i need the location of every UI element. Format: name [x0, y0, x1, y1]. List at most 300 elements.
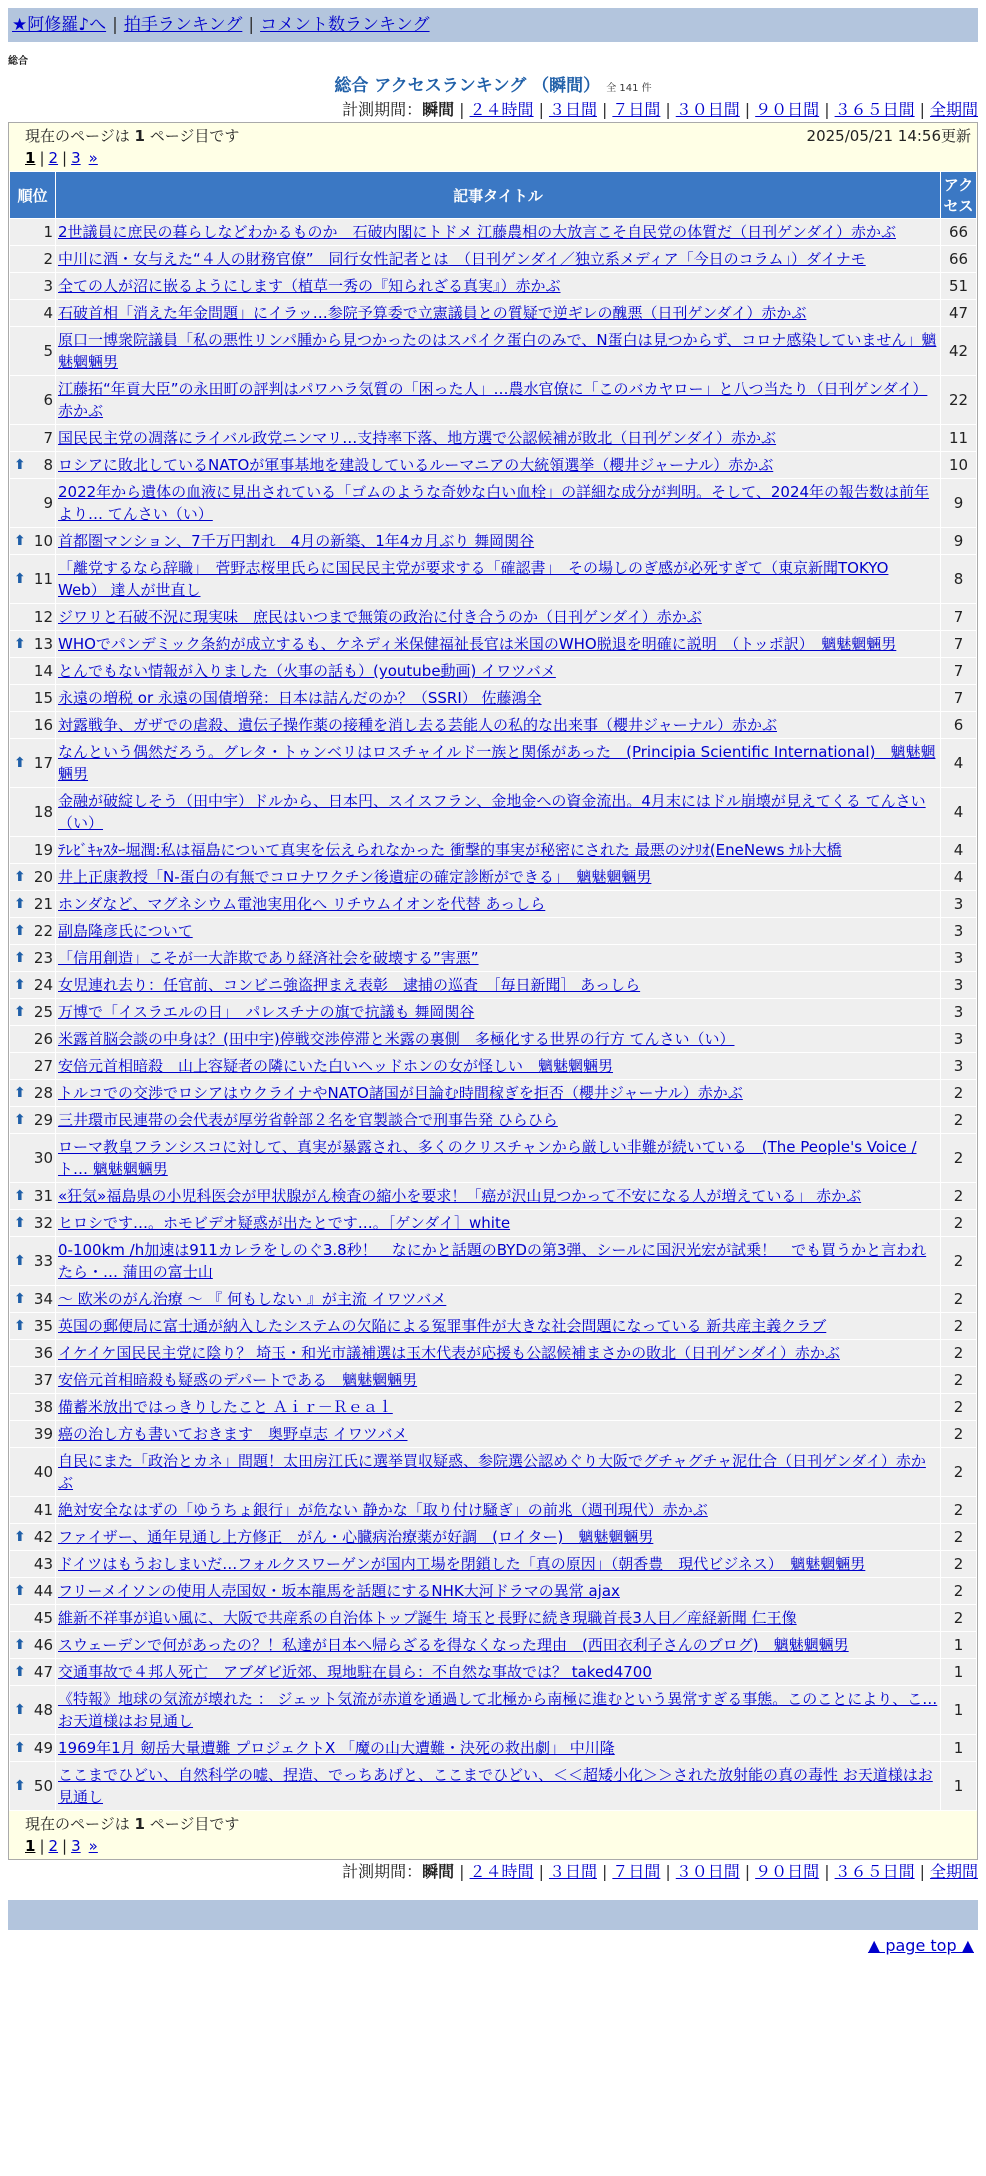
- access-count: 1: [941, 1735, 977, 1762]
- article-link[interactable]: ロシアに敗北しているNATOが軍事基地を建設しているルーマニアの大統領選挙（櫻井ジャーナル）赤かぶ: [58, 456, 774, 474]
- rank-cell: [10, 945, 56, 972]
- access-count: 47: [941, 300, 977, 327]
- rank-up-arrow-icon: ⬆: [14, 533, 26, 549]
- table-row: [10, 999, 977, 1026]
- access-count: 51: [941, 273, 977, 300]
- access-count: 42: [941, 327, 977, 376]
- period-link-4[interactable]: ９０日間: [755, 100, 820, 119]
- title-cell: [56, 1762, 941, 1811]
- home-link[interactable]: ★阿修羅♪へ: [12, 15, 107, 35]
- page-link-2[interactable]: 2: [48, 149, 59, 167]
- access-count: 1: [941, 1659, 977, 1686]
- rank-number: 33: [33, 1252, 53, 1270]
- article-link[interactable]: 三井環市民連帯の会代表が厚労省幹部２名を官製談合で刑事告発 ひらひら: [58, 1111, 558, 1129]
- article-link[interactable]: 交通事故で４邦人死亡 アブダビ近郊、現地駐在員ら：不自然な事故では？ taked4700: [58, 1663, 652, 1681]
- article-link[interactable]: フリーメイソンの使用人売国奴・坂本龍馬を話題にするNHK大河ドラマの異常 ajax: [58, 1582, 620, 1600]
- rank-cell: [10, 425, 56, 452]
- article-link[interactable]: ファイザー、通年見通し上方修正 がん・心臓病治療薬が好調 (ロイター) 魑魅魍魎男: [58, 1528, 654, 1546]
- article-link[interactable]: 原口一博衆院議員「私の悪性リンパ腫から見つかったのはスパイク蛋白のみで、N蛋白は見つからず、コロナ感染していません」魑魅魍魎男: [58, 331, 937, 371]
- title-cell: [56, 891, 941, 918]
- article-link[interactable]: «狂気»福島県の小児科医会が甲状腺がん検査の縮小を要求！「癌が沢山見つかって不安になる人が増えている」 赤かぶ: [58, 1187, 862, 1205]
- access-count: 2: [941, 1524, 977, 1551]
- rank-cell: [10, 528, 56, 555]
- period-separator: |: [459, 1862, 465, 1881]
- article-link[interactable]: 金融が破綻しそう（田中宇）ドルから、日本円、スイスフラン、金地金への資金流出。4月末にはドル崩壊が見えてくる てんさい（い）: [58, 792, 926, 832]
- title-cell: [56, 788, 941, 837]
- access-count: 2: [941, 1286, 977, 1313]
- article-link[interactable]: 1969年1月 剱岳大量遭難 プロジェクトX 「魔の山大遭難・決死の救出劇」 中川隆: [58, 1739, 615, 1757]
- title-cell: [56, 1632, 941, 1659]
- title-cell: [56, 1448, 941, 1497]
- table-row: [10, 555, 977, 604]
- table-row: [10, 1632, 977, 1659]
- title-cell: [56, 1107, 941, 1134]
- title-cell: [56, 1026, 941, 1053]
- title-cell: [56, 945, 941, 972]
- ranking-box: [8, 122, 978, 1860]
- rank-number: 22: [33, 922, 53, 940]
- table-row: [10, 1183, 977, 1210]
- title-cell: [56, 219, 941, 246]
- rank-cell: [10, 739, 56, 788]
- title-cell: [56, 1367, 941, 1394]
- access-count: 3: [941, 918, 977, 945]
- access-count: 2: [941, 1367, 977, 1394]
- rank-up-arrow-icon: ⬆: [14, 1702, 26, 1718]
- period-link-2[interactable]: ７日間: [612, 100, 661, 119]
- title-cell: [56, 1237, 941, 1286]
- table-row: [10, 1080, 977, 1107]
- table-row: [10, 300, 977, 327]
- page-next-link[interactable]: »: [88, 149, 98, 167]
- access-count: 3: [941, 972, 977, 999]
- pager-top: [9, 123, 977, 171]
- access-count: 6: [941, 712, 977, 739]
- rank-cell: [10, 1080, 56, 1107]
- period-link-1[interactable]: ３日間: [548, 100, 597, 119]
- rank-up-arrow-icon: ⬆: [14, 1253, 26, 1269]
- article-link[interactable]: 備蓄米放出ではっきりしたこと Ａｉｒ－Ｒｅａｌ: [58, 1398, 393, 1416]
- title-cell: [56, 1080, 941, 1107]
- access-count: 3: [941, 1026, 977, 1053]
- rank-cell: [10, 300, 56, 327]
- rank-up-arrow-icon: ⬆: [14, 869, 26, 885]
- rank-up-arrow-icon: ⬆: [14, 1291, 26, 1307]
- rank-number: 37: [33, 1371, 53, 1389]
- rank-cell: [10, 604, 56, 631]
- article-link[interactable]: 永遠の増税 or 永遠の国債増発：日本は詰んだのか？（SSRI） 佐藤鴻全: [58, 689, 542, 707]
- rank-cell: [10, 1134, 56, 1183]
- table-row: [10, 1394, 977, 1421]
- article-link[interactable]: 副島隆彦氏について: [58, 922, 193, 940]
- page-top-area: [8, 1930, 978, 1961]
- table-row: [10, 528, 977, 555]
- article-link[interactable]: とんでもない情報が入りました（火事の話も）(youtube動画) イワツバメ: [58, 662, 556, 680]
- rank-number: 8: [43, 456, 53, 474]
- table-row: [10, 837, 977, 864]
- article-link[interactable]: 自民にまた「政治とカネ」問題！太田房江氏に選挙買収疑惑、参院選公認めぐり大阪でグチャグチャ泥仕合（日刊ゲンダイ）赤かぶ: [58, 1452, 926, 1492]
- article-link[interactable]: 癌の治し方も書いておきます 奥野卓志 イワツバメ: [58, 1425, 408, 1443]
- rank-cell: [10, 864, 56, 891]
- access-count: 3: [941, 891, 977, 918]
- access-count: 2: [941, 1183, 977, 1210]
- article-link[interactable]: ローマ教皇フランシスコに対して、真実が暴露され、多くのクリスチャンから厳しい非難が続いている (The People's Voice / ト… 魑魅魍魎男: [58, 1138, 917, 1178]
- period-separator: |: [665, 1862, 671, 1881]
- access-count: 2: [941, 1551, 977, 1578]
- period-link-5[interactable]: ３６５日間: [834, 100, 915, 119]
- access-count: 22: [941, 376, 977, 425]
- article-link[interactable]: イケイケ国民民主党に陰り？ 埼玉・和光市議補選は玉木代表が応援も公認候補まさかの敗北（日刊ゲンダイ）赤かぶ: [58, 1344, 840, 1362]
- rank-cell: [10, 999, 56, 1026]
- ranking-body: [10, 219, 977, 1811]
- page-top-link[interactable]: ▲ page top ▲: [867, 1936, 974, 1955]
- rank-number: 45: [33, 1609, 53, 1627]
- article-link[interactable]: 維新不祥事が追い風に、大阪で共産系の自治体トップ誕生 埼玉と長野に続き現職首長3人目／産経新聞 仁王像: [58, 1609, 797, 1627]
- title-cell: [56, 1340, 941, 1367]
- period-separator: |: [665, 100, 671, 119]
- rank-up-arrow-icon: ⬆: [14, 1318, 26, 1334]
- title-cell: [56, 1421, 941, 1448]
- rank-cell: [10, 376, 56, 425]
- page-status-number: 1: [134, 127, 145, 145]
- page-status-post: ページ目です: [149, 1815, 240, 1833]
- rank-number: 27: [33, 1057, 53, 1075]
- rank-cell: [10, 273, 56, 300]
- table-row: [10, 1659, 977, 1686]
- genre-label: 総合: [8, 56, 28, 67]
- table-row: [10, 1605, 977, 1632]
- access-count: 2: [941, 1237, 977, 1286]
- title-cell: [56, 1497, 941, 1524]
- page-status-pre: 現在のページは: [25, 1815, 130, 1833]
- table-row: [10, 273, 977, 300]
- rank-number: 18: [33, 803, 53, 821]
- access-count: 66: [941, 246, 977, 273]
- article-link[interactable]: 井上正康教授「N-蛋白の有無でコロナワクチン後遺症の確定診断ができる」 魑魅魍魎男: [58, 868, 652, 886]
- rank-number: 32: [33, 1214, 53, 1232]
- clap-ranking-link[interactable]: 拍手ランキング: [123, 15, 243, 35]
- page-status: [25, 1813, 961, 1835]
- rank-number: 4: [43, 304, 53, 322]
- table-row: [10, 246, 977, 273]
- rank-cell: [10, 1551, 56, 1578]
- article-link[interactable]: 「離党するなら辞職」 菅野志桜里氏らに国民民主党が要求する「確認書」 その場しのぎ感が必死すぎて（東京新聞TOKYO Web） 達人が世直し: [58, 559, 889, 599]
- title-cell: [56, 918, 941, 945]
- rank-number: 35: [33, 1317, 53, 1335]
- rank-cell: [10, 452, 56, 479]
- rank-number: 49: [33, 1739, 53, 1757]
- period-selector-top: [8, 98, 978, 122]
- title-cell: [56, 1735, 941, 1762]
- rank-cell: [10, 246, 56, 273]
- page-status-number: 1: [134, 1815, 145, 1833]
- rank-cell: [10, 1237, 56, 1286]
- access-count: 1: [941, 1686, 977, 1735]
- article-link[interactable]: 2022年から遺体の血液に見出されている「ゴムのような奇妙な白い血栓」の詳細な成分が判明。そして、2024年の報告数は前年より… てんさい（い）: [58, 483, 930, 523]
- title-cell: [56, 273, 941, 300]
- rank-up-arrow-icon: ⬆: [14, 896, 26, 912]
- access-count: 2: [941, 1421, 977, 1448]
- table-row: [10, 604, 977, 631]
- access-count: 4: [941, 788, 977, 837]
- page-status-pre: 現在のページは: [25, 127, 130, 145]
- rank-number: 47: [33, 1663, 53, 1681]
- page-links-top: [25, 147, 961, 169]
- article-link[interactable]: ドイツはもうおしまいだ…フォルクスワーゲンが国内工場を閉鎖した「真の原因」（朝香豊 現代ビジネス） 魑魅魍魎男: [58, 1555, 866, 1573]
- rank-up-arrow-icon: ⬆: [14, 977, 26, 993]
- article-link[interactable]: なんという偶然だろう。グレタ・トゥンベリはロスチャイルド一族と関係があった (Principia Scientific International) 魑魅魍魎男: [58, 743, 936, 783]
- access-count: 7: [941, 685, 977, 712]
- period-selector-bottom: [8, 1860, 978, 1884]
- rank-cell: [10, 1421, 56, 1448]
- article-link[interactable]: 全ての人が沼に嵌るようにします（植草一秀の『知られざる真実』）赤かぶ: [58, 277, 561, 295]
- rank-cell: [10, 1735, 56, 1762]
- title-cell: [56, 479, 941, 528]
- period-link-3[interactable]: ３０日間: [675, 1862, 740, 1881]
- rank-cell: [10, 918, 56, 945]
- period-link-5[interactable]: ３６５日間: [834, 1862, 915, 1881]
- article-link[interactable]: 中川に酒・女与えた“４人の財務官僚” 同行女性記者とは （日刊ゲンダイ／独立系メディア「今日のコラム」）ダイナモ: [58, 250, 866, 268]
- period-label: 計測期間：: [342, 100, 423, 119]
- title-cell: [56, 1183, 941, 1210]
- table-row: [10, 685, 977, 712]
- rank-number: 25: [33, 1003, 53, 1021]
- period-link-2[interactable]: ７日間: [612, 1862, 661, 1881]
- title-cell: [56, 1605, 941, 1632]
- rank-cell: [10, 327, 56, 376]
- page-separator: |: [39, 1837, 45, 1855]
- article-link[interactable]: 「信用創造」こそが一大詐欺であり経済社会を破壊する”害悪”: [58, 949, 479, 967]
- rank-number: 9: [43, 494, 53, 512]
- title-cell: [56, 658, 941, 685]
- rank-cell: [10, 1053, 56, 1080]
- access-count: 2: [941, 1134, 977, 1183]
- article-link[interactable]: 江藤拓“年貢大臣”の永田町の評判はパワハラ気質の「困った人」…農水官僚に「このバカヤロー」と八つ当たり（日刊ゲンダイ）赤かぶ: [58, 380, 928, 420]
- rank-number: 2: [43, 250, 53, 268]
- access-count: 4: [941, 864, 977, 891]
- article-link[interactable]: 対露戦争、ガザでの虐殺、遺伝子操作薬の接種を消し去る芸能人の私的な出来事（櫻井ジャーナル）赤かぶ: [58, 716, 777, 734]
- article-link[interactable]: 米露首脳会談の中身は？(田中宇)停戦交渉停滞と米露の裏側 多極化する世界の行方 てんさい（い）: [58, 1030, 735, 1048]
- rank-cell: [10, 712, 56, 739]
- page-status-post: ページ目です: [149, 127, 240, 145]
- page-link-3[interactable]: 3: [71, 1837, 81, 1855]
- page-link-current[interactable]: 1: [25, 149, 36, 167]
- rank-up-arrow-icon: ⬆: [14, 1740, 26, 1756]
- page-link-3[interactable]: 3: [71, 149, 81, 167]
- table-row: [10, 327, 977, 376]
- article-link[interactable]: 0-100km /h加速は911カレラをしのぐ3.8秒！ なにかと話題のBYDの第3弾、シールに国沢光宏が試乗！ でも買うかと言われたら・… 蒲田の富士山: [58, 1241, 927, 1281]
- table-row: [10, 219, 977, 246]
- period-separator: |: [538, 100, 544, 119]
- table-row: [10, 658, 977, 685]
- article-link[interactable]: 首都圏マンション、7千万円割れ 4月の新築、1年4カ月ぶり 舞岡関谷: [58, 532, 535, 550]
- article-link[interactable]: 《特報》地球の気流が壊れた ： ジェット気流が赤道を通過して北極から南極に進むという異常すぎる事態。このことにより、こ… お天道様はお見通し: [58, 1690, 938, 1730]
- period-separator: |: [824, 100, 830, 119]
- article-link[interactable]: ヒロシです…。ホモビデオ疑惑が出たとです…。［ゲンダイ］white: [58, 1214, 511, 1232]
- rank-cell: [10, 1183, 56, 1210]
- title-cell: [56, 1394, 941, 1421]
- access-count: 4: [941, 739, 977, 788]
- title-cell: [56, 1286, 941, 1313]
- rank-up-arrow-icon: ⬆: [14, 1583, 26, 1599]
- title-cell: [56, 631, 941, 658]
- rank-number: 42: [33, 1528, 53, 1546]
- table-row: [10, 712, 977, 739]
- comment-ranking-link[interactable]: コメント数ランキング: [260, 15, 430, 35]
- rank-number: 28: [33, 1084, 53, 1102]
- rank-cell: [10, 1686, 56, 1735]
- rank-number: 12: [33, 608, 53, 626]
- rank-number: 19: [33, 841, 53, 859]
- article-link[interactable]: ～ 欧米のがん治療 ～ 『 何もしない 』が主流 イワツバメ: [58, 1290, 447, 1308]
- article-link[interactable]: 女児連れ去り：任官前、コンビニ強盗押まえ表彰 逮捕の巡査 ［毎日新聞］ あっしら: [58, 976, 641, 994]
- period-separator: |: [824, 1862, 830, 1881]
- rank-cell: [10, 1340, 56, 1367]
- pager-bottom: [9, 1811, 977, 1859]
- page-links-bottom: [25, 1835, 961, 1857]
- rank-cell: [10, 1107, 56, 1134]
- title-cell: [56, 972, 941, 999]
- rank-number: 3: [43, 277, 53, 295]
- period-link-6[interactable]: 全期間: [929, 1862, 978, 1881]
- rank-number: 20: [33, 868, 53, 886]
- period-link-3[interactable]: ３０日間: [675, 100, 740, 119]
- table-row: [10, 1053, 977, 1080]
- article-link[interactable]: スウェーデンで何があったの？！私達が日本へ帰らざるを得なくなった理由 (西田衣利子さんのブログ) 魑魅魍魎男: [58, 1636, 849, 1654]
- title-cell: [56, 712, 941, 739]
- article-link[interactable]: 安倍元首相暗殺 山上容疑者の隣にいた白いヘッドホンの女が怪しい 魑魅魍魎男: [58, 1057, 614, 1075]
- table-row: [10, 1340, 977, 1367]
- access-count: 3: [941, 1053, 977, 1080]
- rank-up-arrow-icon: ⬆: [14, 571, 26, 587]
- table-row: [10, 452, 977, 479]
- table-row: [10, 1448, 977, 1497]
- title-cell: [56, 1313, 941, 1340]
- title-cell: [56, 1053, 941, 1080]
- article-link[interactable]: 万博で「イスラエルの日」 パレスチナの旗で抗議も 舞岡関谷: [58, 1003, 475, 1021]
- rank-number: 24: [33, 976, 53, 994]
- table-row: [10, 1578, 977, 1605]
- page-link-current[interactable]: 1: [25, 1837, 36, 1855]
- rank-number: 21: [33, 895, 53, 913]
- article-link[interactable]: 石破首相「消えた年金問題」にイラッ…参院予算委で立憲議員との質疑で逆ギレの醜悪（日刊ゲンダイ）赤かぶ: [58, 304, 807, 322]
- rank-number: 17: [33, 754, 53, 772]
- access-count: 1: [941, 1762, 977, 1811]
- table-row: [10, 1210, 977, 1237]
- rank-cell: [10, 479, 56, 528]
- page-separator: |: [62, 149, 68, 167]
- period-link-0[interactable]: ２４時間: [469, 1862, 534, 1881]
- article-link[interactable]: 国民民主党の凋落にライバル政党ニンマリ…支持率下落、地方選で公認候補が敗北（日刊ゲンダイ）赤かぶ: [58, 429, 777, 447]
- rank-cell: [10, 555, 56, 604]
- access-count: 8: [941, 555, 977, 604]
- period-link-1[interactable]: ３日間: [548, 1862, 597, 1881]
- rank-number: 5: [43, 342, 53, 360]
- access-count: 2: [941, 1210, 977, 1237]
- article-link[interactable]: ホンダなど、マグネシウム電池実用化へ リチウムイオンを代替 あっしら: [58, 895, 546, 913]
- title-cell: [56, 555, 941, 604]
- rank-number: 11: [33, 570, 53, 588]
- rank-number: 50: [33, 1777, 53, 1795]
- rank-cell: [10, 972, 56, 999]
- total-count: 全 141 件: [606, 83, 652, 94]
- period-separator: |: [538, 1862, 544, 1881]
- article-link[interactable]: ﾃﾚﾋﾞｷｬｽﾀｰ堀潤:私は福島について真実を伝えられなかった 衝撃的事実が秘密にされた 最悪のｼﾅﾘｵ(EneNews ﾅﾙﾄ大橋: [58, 841, 842, 859]
- article-link[interactable]: 絶対安全なはずの「ゆうちょ銀行」が危ない 静かな「取り付け騒ぎ」の前兆（週刊現代）赤かぶ: [58, 1501, 708, 1519]
- period-link-0[interactable]: ２４時間: [469, 100, 534, 119]
- table-row: [10, 1313, 977, 1340]
- rank-number: 16: [33, 716, 53, 734]
- rank-number: 26: [33, 1030, 53, 1048]
- rank-cell: [10, 891, 56, 918]
- title-cell: [56, 837, 941, 864]
- rank-number: 10: [33, 532, 53, 550]
- rank-up-arrow-icon: ⬆: [14, 1112, 26, 1128]
- table-row: [10, 1026, 977, 1053]
- article-link[interactable]: 2世議員に庶民の暮らしなどわかるものか 石破内閣にトドメ 江藤農相の大放言こそ自民党の体質だ（日刊ゲンダイ）赤かぶ: [58, 223, 896, 241]
- rank-up-arrow-icon: ⬆: [14, 1085, 26, 1101]
- rank-cell: [10, 219, 56, 246]
- table-row: [10, 918, 977, 945]
- period-link-6[interactable]: 全期間: [929, 100, 978, 119]
- title-cell: [56, 1134, 941, 1183]
- rank-cell: [10, 1026, 56, 1053]
- page-next-link[interactable]: »: [88, 1837, 98, 1855]
- nav-separator: |: [112, 15, 118, 35]
- table-row: [10, 739, 977, 788]
- access-count: 2: [941, 1394, 977, 1421]
- page-separator: |: [62, 1837, 68, 1855]
- rank-cell: [10, 837, 56, 864]
- table-row: [10, 376, 977, 425]
- rank-cell: [10, 1497, 56, 1524]
- title-cell: [56, 1659, 941, 1686]
- rank-up-arrow-icon: ⬆: [14, 457, 26, 473]
- article-link[interactable]: トルコでの交渉でロシアはウクライナやNATO諸国が目論む時間稼ぎを拒否（櫻井ジャーナル）赤かぶ: [58, 1084, 743, 1102]
- article-link[interactable]: 安倍元首相暗殺も疑惑のデパートである 魑魅魍魎男: [58, 1371, 418, 1389]
- table-row: [10, 972, 977, 999]
- rank-up-arrow-icon: ⬆: [14, 1778, 26, 1794]
- article-link[interactable]: ジワリと石破不況に現実味 庶民はいつまで無策の政治に付き合うのか（日刊ゲンダイ）赤かぶ: [58, 608, 702, 626]
- article-link[interactable]: ここまでひどい、自然科学の嘘、捏造、でっちあげと、ここまでひどい、＜＜超矮小化＞＞された放射能の真の毒性 お天道様はお見通し: [58, 1766, 933, 1806]
- table-row: [10, 479, 977, 528]
- period-link-4[interactable]: ９０日間: [755, 1862, 820, 1881]
- article-link[interactable]: 英国の郵便局に富士通が納入したシステムの欠陥による冤罪事件が大きな社会問題になっている 新共産主義クラブ: [58, 1317, 827, 1335]
- rank-number: 36: [33, 1344, 53, 1362]
- rank-cell: [10, 685, 56, 712]
- title-cell: [56, 246, 941, 273]
- page-link-2[interactable]: 2: [48, 1837, 59, 1855]
- rank-number: 34: [33, 1290, 53, 1308]
- period-label: 計測期間：: [342, 1862, 423, 1881]
- period-current: 瞬間: [422, 100, 455, 119]
- title-cell: [56, 999, 941, 1026]
- article-link[interactable]: WHOでパンデミック条約が成立するも、ケネディ米保健福祉長官は米国のWHO脱退を明確に説明 （トッポ訳） 魑魅魍魎男: [58, 635, 897, 653]
- title-cell: [56, 1551, 941, 1578]
- table-row: [10, 1497, 977, 1524]
- access-count: 3: [941, 999, 977, 1026]
- rank-number: 38: [33, 1398, 53, 1416]
- rank-number: 41: [33, 1501, 53, 1519]
- rank-up-arrow-icon: ⬆: [14, 1215, 26, 1231]
- access-count: 7: [941, 658, 977, 685]
- rank-number: 39: [33, 1425, 53, 1443]
- rank-number: 31: [33, 1187, 53, 1205]
- table-row: [10, 1367, 977, 1394]
- access-count: 2: [941, 1578, 977, 1605]
- access-count: 10: [941, 452, 977, 479]
- rank-up-arrow-icon: ⬆: [14, 1637, 26, 1653]
